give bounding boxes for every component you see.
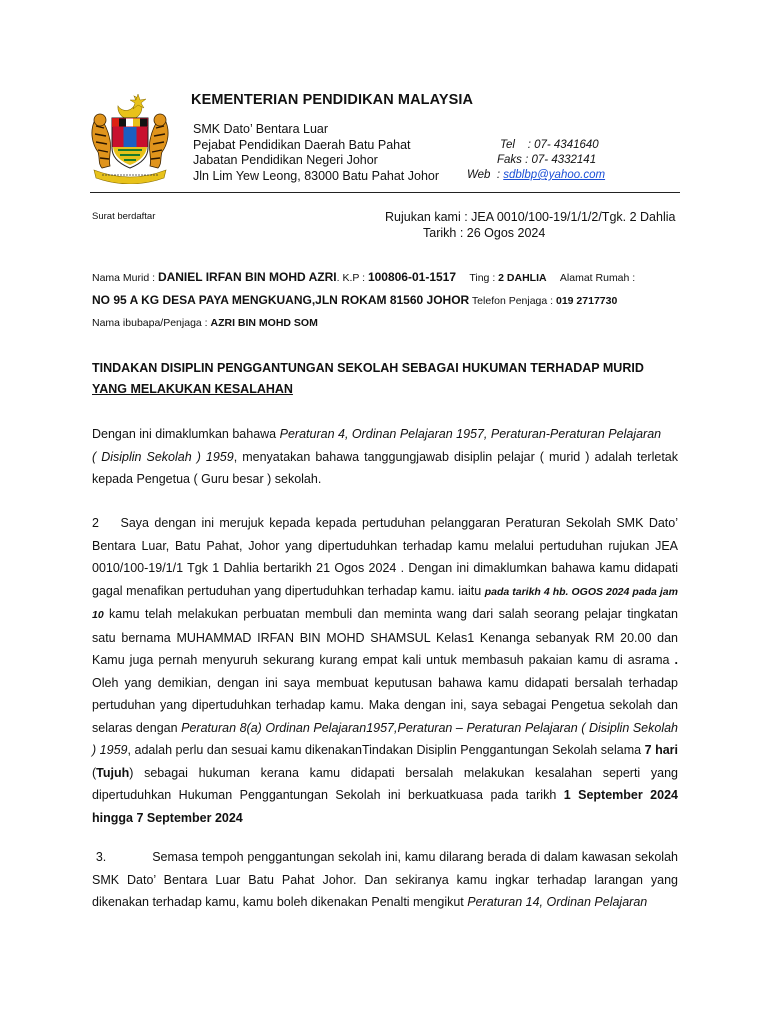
student-info-line2 [92,291,692,309]
ic-label: . K.P : [336,272,368,284]
header-divider [90,192,680,193]
p2-suspension-period: 1 September 2024 hingga 7 September 2024 [92,788,678,825]
guardian-name: AZRI BIN MOHD SOM [210,317,318,329]
student-info-line3 [92,313,692,331]
fax-number: : 07- 4332141 [525,154,597,166]
paragraph-2 [92,512,678,829]
phone-label: Telefon Penjaga : [469,295,556,307]
p2-offence-date: pada tarikh 4 hb. OGOS 2024 pada jam 10 [92,585,678,621]
title-line-2-text: YANG MELAKUKAN KESALAHAN [92,382,293,396]
school-name: SMK Dato’ Bentara Luar [193,122,329,136]
state-department: Jabatan Pendidikan Negeri Johor [193,153,378,167]
p1-text-1: Dengan ini dimaklumkan bahawa [92,427,280,441]
p3-text-1: Semasa tempoh penggantungan sekolah ini, kamu dilarang berada di dalam kawasan sekolah SMK Dato’ Bentara Luar Batu Pahat Johor. Dan sekiranya kamu ingkar terhadap larangan yang dikenakan terhadap kamu, kamu boleh dikenakan Penalti mengikut [92,850,678,909]
p2-days-words: Tujuh [96,765,130,780]
class-label: Ting : [469,272,499,284]
p2-text-5: ( [92,765,97,780]
home-address: NO 95 A KG DESA PAYA MENGKUANG,JLN ROKAM 81560 JOHOR [92,293,470,307]
p3-number: 3. [95,850,107,864]
email-link[interactable]: sdblbp@yahoo.com [503,169,606,181]
p2-bold-dot: . [674,653,678,667]
ic-number: 100806-01-1517 [367,270,457,284]
student-name-label: Nama Murid : [92,272,158,284]
p2-text-1: Saya dengan ini merujuk kepada kepada pertuduhan pelanggaran Peraturan Sekolah SMK Dato’ Bentara Luar, Batu Pahat, Johor yang dipertuduhkan terhadap kamu melalui pertuduhan rujukan JEA 0010/100-19/1/1 Tgk 1 Dahlia bertarikh 21 Ogos 2024 . Dengan ini dimaklumkan bahawa kamu didapati gagal menafikan pertuduhan yang dipertuduhkan terhadap kamu. iaitu [92,516,678,598]
p2-text-2: kamu telah melakukan perbuatan membuli dan meminta wang dari salah seorang pelajar tingkatan satu bernama MUHAMMAD IRFAN BIN MOHD SHAMSUL Kelas1 Kenanga sebanyak RM 20.00 dan Kamu juga pernah menyuruh sekurang kurang empat kali untuk membasuh pakaian kamu di asrama [92,607,678,667]
p2-italic-regulation: Peraturan 8(a) Ordinan Pelajaran1957,Peraturan – Peraturan Pelajaran ( Disiplin Sekolah ) 1959 [92,720,679,757]
p1-italic-1: Peraturan 4, Ordinan Pelajaran 1957, Peraturan-Peraturan Pelajaran [279,427,662,441]
our-reference: Rujukan kami : JEA 0010/100-19/1/1/2/Tgk. 2 Dahlia [385,210,676,224]
web-label: Web [467,169,491,181]
school-address-block [193,122,439,184]
title-line-1: TINDAKAN DISIPLIN PENGGANTUNGAN SEKOLAH SEBAGAI HUKUMAN TERHADAP MURID [92,361,644,375]
paragraph-3 [92,846,678,914]
p2-text-4: , adalah perlu dan sesuai kamu dikenakanTindakan Disiplin Penggantungan Sekolah selama [127,743,645,757]
contact-block [466,138,605,183]
fax-label: Faks [497,154,522,166]
registered-mail-label: Surat berdaftar [92,211,156,222]
street-address: Jln Lim Yew Leong, 83000 Batu Pahat Johor [193,168,440,183]
web-colon: : [496,169,501,181]
p2-text-6: ) sebagai hukuman kerana kamu didapati bersalah melakukan kesalahan seperti yang dipertuduhkan Hukuman Penggantungan Sekolah ini berkuatkuasa pada tarikh [92,765,678,802]
coat-of-arms-icon [88,92,172,184]
guardian-phone: 019 2717730 [556,295,618,307]
p1-italic-2: ( Disiplin Sekolah ) 1959 [92,449,234,464]
district-office: Pejabat Pendidikan Daerah Batu Pahat [193,137,411,152]
student-info-line1 [92,268,692,286]
reference-block [385,209,675,241]
p2-days: 7 hari [644,743,678,757]
p3-italic-regulation: Peraturan 14, Ordinan Pelajaran [467,895,648,909]
p2-text-3: Oleh yang demikian, dengan ini saya membuat keputusan bahawa kamu didapati bersalah terhadap pertuduhan yang dipertuduhkan terhadap kamu. Maka dengan ini, saya sebagai Pengetua sekolah dan selaras dengan [92,675,678,735]
letter-date: Tarikh : 26 Ogos 2024 [423,226,546,240]
student-class: 2 DAHLIA [498,272,547,284]
paragraph-1 [92,423,678,491]
letter-title [92,358,692,400]
ministry-name: KEMENTERIAN PENDIDIKAN MALAYSIA [191,92,474,108]
p2-number: 2 [92,516,99,530]
title-line-2 [92,379,692,400]
address-label: Alamat Rumah : [559,272,636,284]
p1-text-2: , menyatakan bahawa tanggungjawab disiplin pelajar ( murid ) adalah terletak kepada Pengetua ( Guru besar ) sekolah. [92,449,678,486]
guardian-label: Nama ibubapa/Penjaga : [92,317,211,329]
tel-number: : 07- 4341640 [527,139,599,151]
student-name: DANIEL IRFAN BIN MOHD AZRI [157,270,337,284]
tel-label: Tel [500,139,515,151]
